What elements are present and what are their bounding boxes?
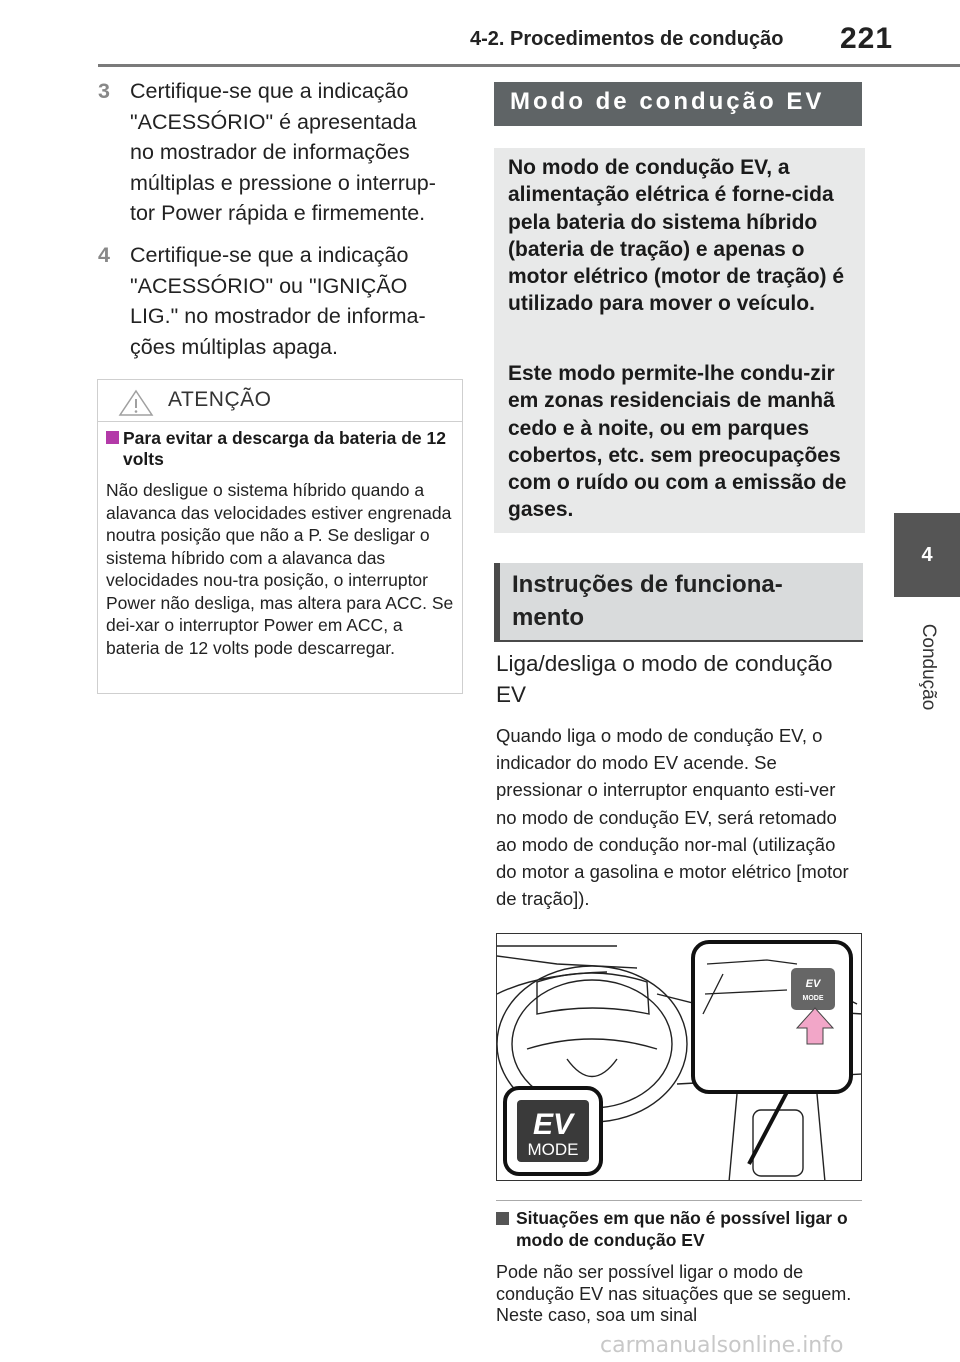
warning-subheading — [106, 428, 456, 470]
warning-subheading-text: Para evitar a descarga da bateria de 12 volts — [123, 428, 446, 469]
section-title: Modo de condução EV — [494, 82, 862, 126]
subsection-heading — [494, 563, 863, 640]
warning-title: ATENÇÃO — [168, 388, 272, 411]
watermark: carmanualsonline.info — [600, 1333, 844, 1358]
warning-header — [98, 380, 462, 422]
step-3 — [98, 76, 458, 229]
step-text: Certifique-se que a indicação "ACESSÓRIO" ou "IGNIÇÃO LIG." no mostrador de informa- ções múltiplas apaga. — [130, 243, 426, 359]
note-heading-text: Situações em que não é possível ligar o modo de condução EV — [516, 1208, 848, 1250]
intro-paragraph-1: No modo de condução EV, a alimentação elétrica é forne-cida pela bateria do sistema híbrido (bateria de tração) e apenas o motor elétrico (motor de tração) é utilizado para mover o veículo. — [508, 156, 845, 316]
item-heading: Liga/desliga o modo de condução EV — [496, 651, 833, 707]
intro-paragraph-2: Este modo permite-lhe condu-zir em zonas residenciais de manhã cedo e à noite, ou em parques cobertos, etc. sem preocupações com o ruído ou com a emissão de gases. — [508, 362, 847, 522]
page-number: 221 — [840, 22, 894, 55]
chapter-tab — [894, 513, 960, 597]
intro-box — [494, 148, 865, 533]
warning-box — [97, 379, 463, 694]
step-number: 3 — [98, 79, 110, 103]
chapter-number: 4 — [921, 543, 933, 566]
chapter-label-text: Condução — [918, 623, 939, 711]
warning-body: Não desligue o sistema híbrido quando a alavanca das velocidades estiver engrenada noutra posição que não a P. Se desligar o sistema híbrido com a alavanca das velocidades nou-tra posição, o interruptor Power não desliga, mas altera para ACC. Se dei-xar o interruptor Power em ACC, a bateria de 12 volts pode descarregar. — [106, 480, 454, 658]
item-paragraph: Quando liga o modo de condução EV, o indicador do modo EV acende. Se pressionar o interruptor enquanto esti-ver no modo de condução EV, será retomado ao modo de condução nor-mal (utilização do motor a gasolina e motor elétrico [motor de tração]). — [496, 725, 849, 910]
chapter-label — [910, 612, 946, 722]
step-4 — [98, 240, 458, 362]
step-number: 4 — [98, 243, 110, 267]
note-heading — [496, 1208, 862, 1251]
heading-underline — [494, 640, 863, 642]
dashboard-drawing — [497, 934, 862, 1181]
ev-mode-illustration — [496, 933, 862, 1181]
header-rule — [98, 64, 960, 67]
small-mode-label: MODE — [802, 995, 824, 1002]
ev-label: EV — [532, 1108, 574, 1141]
mode-label: MODE — [527, 1140, 579, 1159]
step-text: Certifique-se que a indicação "ACESSÓRIO" é apresentada no mostrador de informações múltiplas e pressione o interrup- tor Power rápida e firmemente. — [130, 79, 436, 225]
warning-triangle-icon — [118, 389, 154, 417]
bullet-square-icon — [496, 1212, 509, 1225]
running-header-section: 4-2. Procedimentos de condução — [470, 28, 784, 50]
note-body: Pode não ser possível ligar o modo de condução EV nas situações que se seguem. Neste caso, soa um sinal — [496, 1262, 852, 1325]
bullet-square-icon — [106, 431, 119, 444]
subsection-title: Instruções de funciona-mento — [512, 571, 783, 631]
note-separator — [496, 1200, 862, 1201]
small-ev-label: EV — [805, 978, 821, 990]
heading-accent-bar — [494, 563, 500, 640]
